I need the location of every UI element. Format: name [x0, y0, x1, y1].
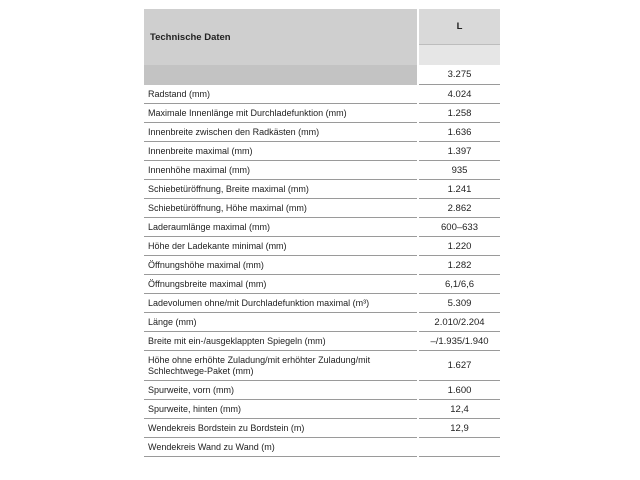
first-row-value: 3.275 [419, 65, 500, 85]
table-row [144, 332, 500, 351]
table-row [144, 199, 500, 218]
row-value: 1.636 [419, 123, 500, 142]
table-row [144, 123, 500, 142]
first-row-label-band [144, 65, 417, 85]
table-row [144, 313, 500, 332]
header-value-column [419, 9, 500, 65]
row-label: Innenbreite zwischen den Radkästen (mm) [144, 123, 417, 142]
row-value: 1.241 [419, 180, 500, 199]
row-label: Innenhöhe maximal (mm) [144, 161, 417, 180]
row-label: Wendekreis Bordstein zu Bordstein (m) [144, 419, 417, 438]
row-label: Spurweite, vorn (mm) [144, 381, 417, 400]
table-row [144, 294, 500, 313]
table-row [144, 438, 500, 457]
table-body [144, 85, 500, 457]
row-label: Spurweite, hinten (mm) [144, 400, 417, 419]
header-value: L [456, 21, 463, 33]
row-value: 1.627 [419, 351, 500, 381]
row-value: 1.220 [419, 237, 500, 256]
row-label: Laderaumlänge maximal (mm) [144, 218, 417, 237]
table-row [144, 419, 500, 438]
row-label: Öffnungsbreite maximal (mm) [144, 275, 417, 294]
table-row [144, 104, 500, 123]
table-first-row [144, 65, 500, 85]
row-value: 1.282 [419, 256, 500, 275]
row-value: 600–633 [419, 218, 500, 237]
row-value: 6,1/6,6 [419, 275, 500, 294]
table-header [144, 9, 500, 65]
table-row [144, 400, 500, 419]
header-label: Technische Daten [144, 9, 417, 65]
table-row [144, 142, 500, 161]
row-label: Länge (mm) [144, 313, 417, 332]
row-label: Breite mit ein-/ausgeklappten Spiegeln (mm) [144, 332, 417, 351]
row-label: Maximale Innenlänge mit Durchladefunktion (mm) [144, 104, 417, 123]
row-label: Radstand (mm) [144, 85, 417, 104]
row-label: Innenbreite maximal (mm) [144, 142, 417, 161]
row-value: 2.862 [419, 199, 500, 218]
row-value: 1.600 [419, 381, 500, 400]
table-row [144, 85, 500, 104]
row-value: 4.024 [419, 85, 500, 104]
row-label: Wendekreis Wand zu Wand (m) [144, 438, 417, 457]
row-label: Ladevolumen ohne/mit Durchladefunktion maximal (m³) [144, 294, 417, 313]
row-label: Höhe der Ladekante minimal (mm) [144, 237, 417, 256]
table-row [144, 180, 500, 199]
table-row [144, 237, 500, 256]
row-value: 12,9 [419, 419, 500, 438]
technical-data-table [144, 9, 500, 457]
header-value-band [419, 44, 500, 65]
table-row [144, 161, 500, 180]
table-row [144, 256, 500, 275]
row-value: 935 [419, 161, 500, 180]
row-label: Höhe ohne erhöhte Zuladung/mit erhöhter Zuladung/mit Schlechtwege-Paket (mm) [144, 351, 417, 381]
row-value: 1.258 [419, 104, 500, 123]
row-label: Schiebetüröffnung, Breite maximal (mm) [144, 180, 417, 199]
table-row [144, 351, 500, 381]
row-label: Schiebetüröffnung, Höhe maximal (mm) [144, 199, 417, 218]
table-row [144, 218, 500, 237]
row-label: Öffnungshöhe maximal (mm) [144, 256, 417, 275]
table-row [144, 275, 500, 294]
row-value: 2.010/2.204 [419, 313, 500, 332]
table-row [144, 381, 500, 400]
row-value: –/1.935/1.940 [419, 332, 500, 351]
row-value: 1.397 [419, 142, 500, 161]
row-value [419, 438, 500, 457]
row-value: 12,4 [419, 400, 500, 419]
row-value: 5.309 [419, 294, 500, 313]
